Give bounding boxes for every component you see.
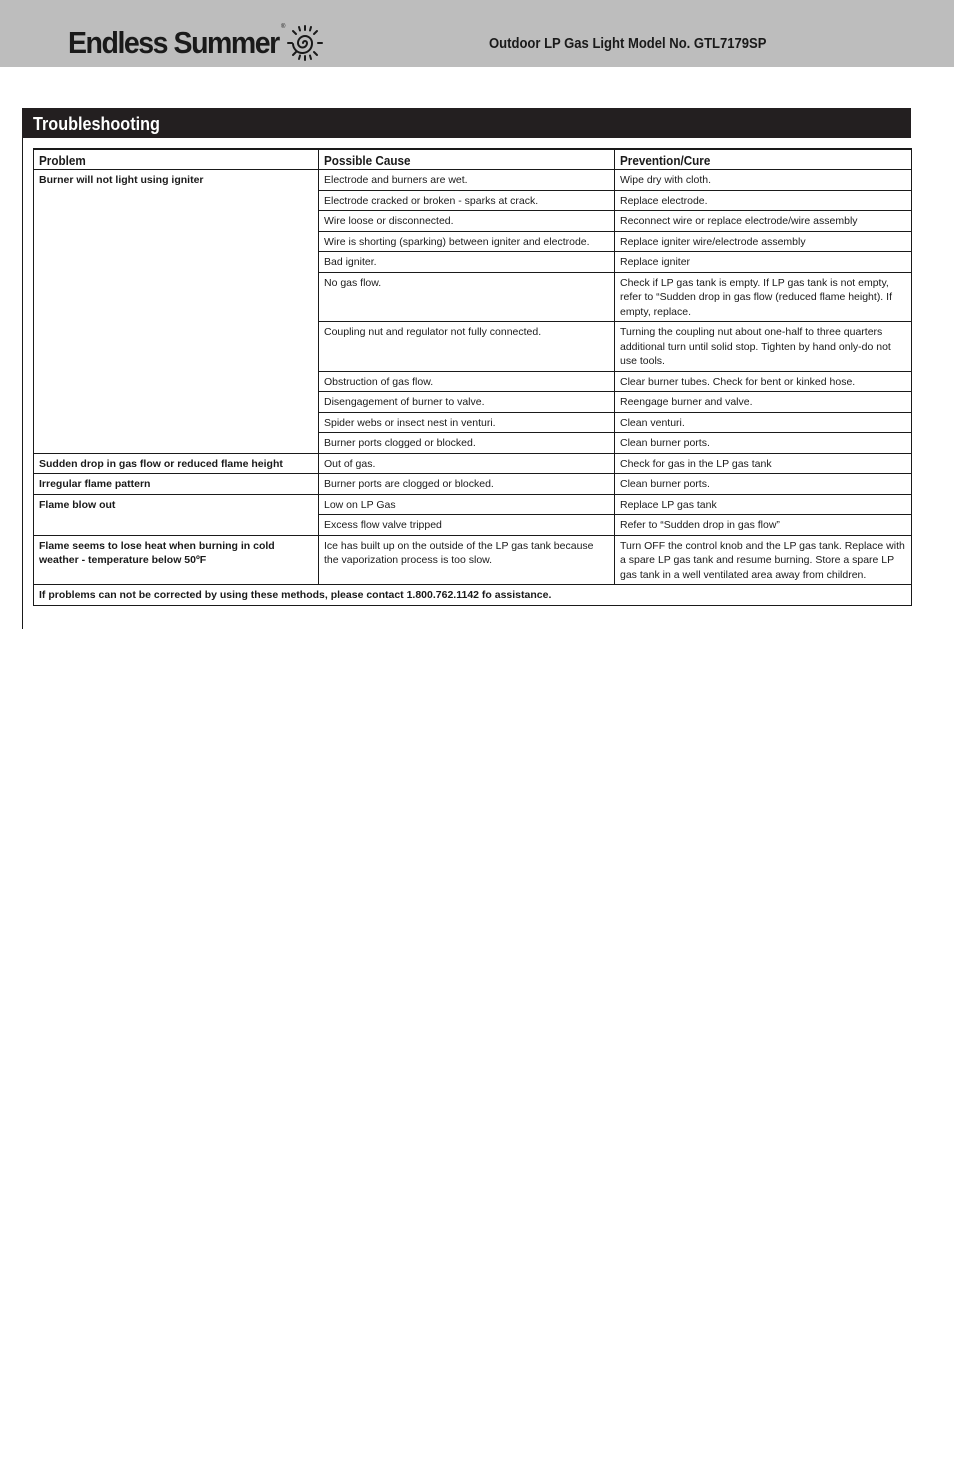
cause-cell: Electrode cracked or broken - sparks at crack. — [319, 190, 615, 211]
table-row — [34, 535, 912, 585]
column-header-cause: Possible Cause — [319, 149, 615, 170]
sun-swirl-icon — [284, 24, 326, 62]
table-row — [34, 453, 912, 474]
cause-cell: Excess flow valve tripped — [319, 515, 615, 536]
registered-mark: ® — [281, 24, 286, 30]
brand-logo — [68, 24, 297, 62]
cure-cell: Turn OFF the control knob and the LP gas tank. Replace with a spare LP gas tank and resume burning. Store a spare LP gas tank in a well ventilated area away from children. — [615, 535, 912, 585]
cause-cell: Burner ports are clogged or blocked. — [319, 474, 615, 495]
cause-cell: No gas flow. — [319, 272, 615, 322]
cure-cell: Reconnect wire or replace electrode/wire assembly — [615, 211, 912, 232]
table-footer-row — [34, 585, 912, 606]
column-header-cure: Prevention/Cure — [615, 149, 912, 170]
assistance-note: If problems can not be corrected by using these methods, please contact 1.800.762.1142 fo assistance. — [34, 585, 912, 606]
section-title: Troubleshooting — [33, 114, 160, 134]
troubleshooting-table — [33, 148, 912, 606]
cause-cell: Out of gas. — [319, 453, 615, 474]
cure-cell: Replace igniter — [615, 252, 912, 273]
cause-cell: Electrode and burners are wet. — [319, 170, 615, 191]
cure-cell: Replace LP gas tank — [615, 494, 912, 515]
problem-cell: Flame blow out — [34, 494, 319, 535]
brand-name: Endless Summer — [68, 25, 279, 60]
cause-cell: Wire is shorting (sparking) between igniter and electrode. — [319, 231, 615, 252]
cure-cell: Clean burner ports. — [615, 474, 912, 495]
problem-cell: Burner will not light using igniter — [34, 170, 319, 454]
cure-cell: Check if LP gas tank is empty. If LP gas tank is not empty, refer to “Sudden drop in gas flow (reduced flame height). If empty, replace. — [615, 272, 912, 322]
cure-cell: Turning the coupling nut about one-half to three quarters additional turn until solid stop. Tighten by hand only-do not use tools. — [615, 322, 912, 372]
cure-cell: Reengage burner and valve. — [615, 392, 912, 413]
cure-cell: Replace igniter wire/electrode assembly — [615, 231, 912, 252]
problem-cell: Sudden drop in gas flow or reduced flame height — [34, 453, 319, 474]
cause-cell: Disengagement of burner to valve. — [319, 392, 615, 413]
table-header-row — [34, 149, 912, 170]
left-margin-rule — [22, 108, 23, 629]
cure-cell: Clear burner tubes. Check for bent or kinked hose. — [615, 371, 912, 392]
table-row — [34, 474, 912, 495]
section-header-bar — [22, 108, 911, 138]
header-bar — [0, 0, 954, 67]
cause-cell: Ice has built up on the outside of the LP gas tank because the vaporization process is too slow. — [319, 535, 615, 585]
cause-cell: Bad igniter. — [319, 252, 615, 273]
cure-cell: Wipe dry with cloth. — [615, 170, 912, 191]
cure-cell: Check for gas in the LP gas tank — [615, 453, 912, 474]
cause-cell: Burner ports clogged or blocked. — [319, 433, 615, 454]
problem-cell: Flame seems to lose heat when burning in cold weather - temperature below 50ºF — [34, 535, 319, 585]
column-header-problem: Problem — [34, 149, 319, 170]
cause-cell: Wire loose or disconnected. — [319, 211, 615, 232]
cure-cell: Clean venturi. — [615, 412, 912, 433]
cause-cell: Coupling nut and regulator not fully connected. — [319, 322, 615, 372]
cause-cell: Spider webs or insect nest in venturi. — [319, 412, 615, 433]
problem-cell: Irregular flame pattern — [34, 474, 319, 495]
table-row — [34, 494, 912, 515]
cause-cell: Obstruction of gas flow. — [319, 371, 615, 392]
table-row — [34, 170, 912, 191]
model-title: Outdoor LP Gas Light Model No. GTL7179SP — [489, 36, 767, 52]
cure-cell: Refer to “Sudden drop in gas flow” — [615, 515, 912, 536]
cure-cell: Clean burner ports. — [615, 433, 912, 454]
cause-cell: Low on LP Gas — [319, 494, 615, 515]
cure-cell: Replace electrode. — [615, 190, 912, 211]
